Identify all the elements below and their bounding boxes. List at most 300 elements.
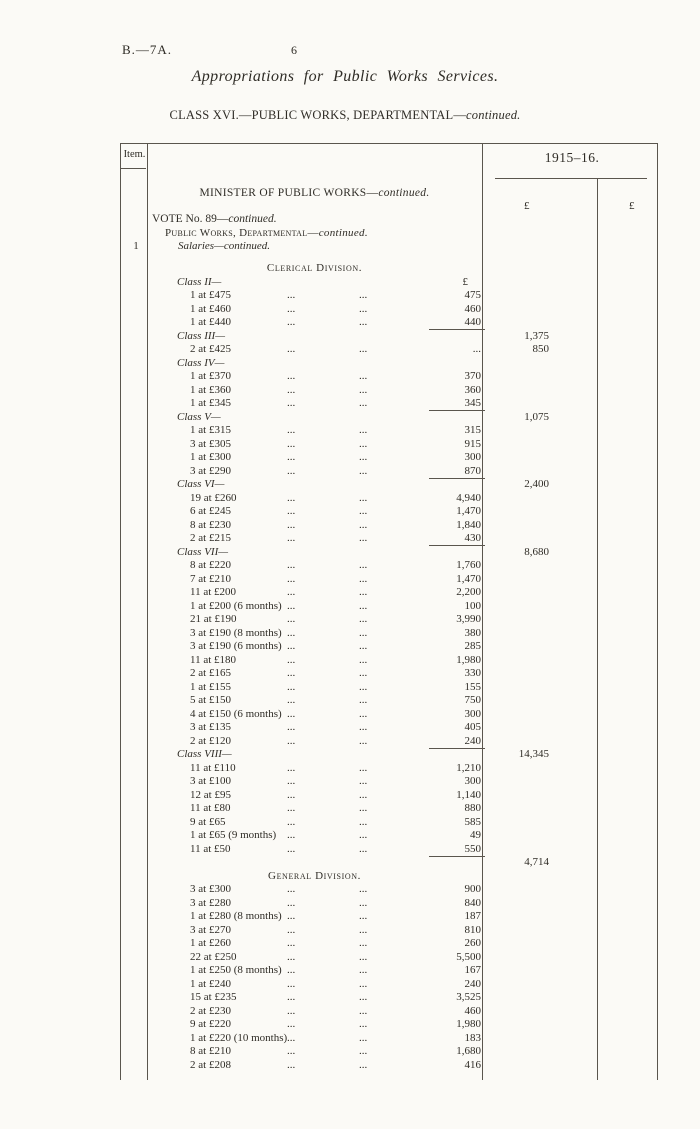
row-main — [147, 357, 482, 371]
dot-leader: ... — [359, 1018, 368, 1030]
year-subtotal: 4,714 — [524, 856, 549, 868]
dot-leader: ... — [287, 370, 296, 382]
entry-label: 3 at £305 — [190, 437, 231, 450]
year-total-cell — [482, 640, 597, 654]
dot-leader: ... — [359, 991, 368, 1003]
row-main — [147, 1005, 482, 1019]
entry-amount: 416 — [464, 1058, 481, 1071]
second-pound-cell — [597, 775, 658, 789]
table-row — [120, 532, 658, 546]
row-main — [147, 438, 482, 452]
second-pound-cell — [597, 519, 658, 533]
second-pound-cell — [597, 1059, 658, 1073]
page-number: 6 — [291, 43, 297, 57]
dot-leader: ... — [287, 923, 296, 936]
dot-leader: ... — [287, 842, 296, 855]
year-total-cell — [482, 789, 597, 803]
entry-label: 2 at £425 — [190, 343, 231, 355]
table-row — [120, 559, 658, 573]
class-heading-main: CLASS XVI.—PUBLIC WORKS, DEPARTMENTAL— — [169, 108, 467, 122]
pound-symbol-col2: £ — [629, 200, 635, 212]
year-total-cell — [482, 357, 597, 371]
item-cell — [120, 924, 147, 938]
dot-leader: ... — [287, 572, 296, 585]
second-pound-cell — [597, 492, 658, 506]
entry-amount: 260 — [464, 937, 481, 949]
class-heading-continued: continued. — [466, 108, 521, 122]
row-main — [147, 505, 482, 519]
second-pound-cell — [597, 924, 658, 938]
table-row — [120, 303, 658, 317]
table-top-rule — [120, 143, 658, 144]
document-reference: B.—7A. — [122, 42, 173, 57]
second-pound-cell — [597, 1032, 658, 1046]
item-cell — [120, 600, 147, 614]
dot-leader: ... — [359, 397, 368, 409]
table-row — [120, 586, 658, 600]
row-main — [147, 316, 482, 330]
dot-leader: ... — [359, 896, 368, 909]
second-pound-cell — [597, 735, 658, 749]
second-pound-cell — [597, 478, 658, 492]
second-pound-cell — [597, 532, 658, 546]
table-row — [120, 870, 658, 884]
dot-leader: ... — [287, 1018, 296, 1030]
year-subtotal: 8,680 — [524, 545, 549, 558]
year-total-cell — [482, 1059, 597, 1073]
second-pound-cell — [597, 640, 658, 654]
class-label: Class II— — [177, 275, 222, 288]
dot-leader: ... — [359, 289, 368, 301]
dot-leader: ... — [359, 437, 368, 450]
entry-label: 1 at £220 (10 months) — [190, 1031, 288, 1044]
dot-leader: ... — [287, 761, 296, 774]
table-row — [120, 694, 658, 708]
dot-leader: ... — [359, 667, 368, 679]
entry-label: 1 at £300 — [190, 451, 231, 463]
table-row — [120, 991, 658, 1005]
dot-leader: ... — [287, 977, 296, 990]
year-subtotal: 1,375 — [524, 329, 549, 342]
entry-amount: 3,525 — [456, 991, 481, 1003]
entry-label: 21 at £190 — [190, 613, 237, 625]
year-total-cell — [482, 627, 597, 641]
item-cell — [120, 384, 147, 398]
year-total-cell — [482, 870, 597, 884]
entry-label: 1 at £440 — [190, 316, 231, 328]
table-row — [120, 330, 658, 344]
dot-leader: ... — [287, 437, 296, 450]
table-row — [120, 411, 658, 425]
dot-leader: ... — [287, 397, 296, 409]
department-line-continued: continued. — [318, 227, 368, 239]
year-total-cell — [482, 438, 597, 452]
row-main — [147, 978, 482, 992]
inner-pound-header: £ — [462, 275, 468, 288]
entry-amount: 285 — [464, 640, 481, 652]
item-cell — [120, 546, 147, 560]
class-heading — [95, 108, 595, 123]
item-cell — [120, 789, 147, 803]
table-row — [120, 748, 658, 762]
entry-amount: 880 — [464, 802, 481, 814]
table-row — [120, 627, 658, 641]
entry-amount: 1,980 — [456, 1018, 481, 1030]
year-total-cell — [482, 370, 597, 384]
item-cell — [120, 519, 147, 533]
row-main — [147, 1045, 482, 1059]
row-main — [147, 397, 482, 411]
row-main — [147, 330, 482, 344]
item-cell — [120, 883, 147, 897]
row-main — [147, 748, 482, 762]
dot-leader: ... — [359, 1031, 368, 1044]
entry-label: 9 at £220 — [190, 1018, 231, 1030]
year-total-cell — [482, 1018, 597, 1032]
table-row — [120, 343, 658, 357]
second-pound-cell — [597, 951, 658, 965]
second-pound-cell — [597, 627, 658, 641]
entry-amount: 345 — [429, 397, 485, 411]
second-pound-cell — [597, 748, 658, 762]
item-cell — [120, 951, 147, 965]
item-cell — [120, 816, 147, 830]
row-main — [147, 910, 482, 924]
row-main — [147, 789, 482, 803]
year-total-cell — [482, 910, 597, 924]
item-cell — [120, 397, 147, 411]
class-label: Class V— — [177, 410, 221, 423]
item-cell — [120, 465, 147, 479]
dot-leader: ... — [359, 343, 368, 355]
class-label: Class VII— — [177, 545, 229, 558]
row-main — [147, 370, 482, 384]
dot-leader: ... — [359, 316, 368, 328]
item-cell — [120, 532, 147, 546]
row-main — [147, 559, 482, 573]
division-heading: General Division. — [268, 869, 361, 882]
row-main — [147, 802, 482, 816]
row-main — [147, 600, 482, 614]
year-total-cell — [482, 883, 597, 897]
vote-line-main: VOTE No. 89— — [152, 213, 229, 225]
item-cell — [120, 438, 147, 452]
item-cell — [120, 627, 147, 641]
entry-amount: 370 — [464, 370, 481, 382]
dot-leader: ... — [287, 1045, 296, 1057]
year-total-cell — [482, 991, 597, 1005]
table-row — [120, 856, 658, 870]
table-row — [120, 654, 658, 668]
entry-label: 3 at £190 (6 months) — [190, 640, 282, 652]
row-main — [147, 735, 482, 749]
dot-leader: ... — [287, 775, 296, 787]
item-cell — [120, 667, 147, 681]
item-cell — [120, 640, 147, 654]
second-pound-cell — [597, 937, 658, 951]
entry-label: 1 at £345 — [190, 397, 231, 409]
table-row — [120, 370, 658, 384]
dot-leader: ... — [287, 518, 296, 531]
dot-leader: ... — [287, 464, 296, 477]
item-cell — [120, 978, 147, 992]
dot-leader: ... — [287, 586, 296, 598]
entry-label: 2 at £120 — [190, 734, 231, 747]
entry-label: 15 at £235 — [190, 991, 237, 1003]
year-total-cell — [482, 829, 597, 843]
second-pound-cell — [597, 289, 658, 303]
entry-label: 22 at £250 — [190, 950, 237, 963]
year-total-cell — [482, 654, 597, 668]
item-cell — [120, 1032, 147, 1046]
item-cell — [120, 343, 147, 357]
dot-leader: ... — [287, 910, 296, 922]
year-total-cell — [482, 735, 597, 749]
table-row — [120, 397, 658, 411]
dot-leader: ... — [359, 883, 368, 895]
dot-leader: ... — [359, 559, 368, 571]
second-pound-cell — [597, 276, 658, 290]
row-main — [147, 411, 482, 425]
item-cell — [120, 276, 147, 290]
year-total-cell — [482, 492, 597, 506]
second-pound-cell — [597, 262, 658, 276]
second-pound-cell — [597, 829, 658, 843]
dot-leader: ... — [287, 707, 296, 720]
year-total-cell — [482, 816, 597, 830]
second-pound-cell — [597, 330, 658, 344]
year-column-header: 1915–16. — [544, 150, 600, 165]
item-cell — [120, 897, 147, 911]
second-pound-cell — [597, 964, 658, 978]
year-total-cell — [482, 384, 597, 398]
entry-label: 1 at £280 (8 months) — [190, 910, 282, 922]
year-subtotal: 850 — [532, 343, 549, 355]
entry-label: 2 at £230 — [190, 1004, 231, 1017]
entry-amount: 360 — [464, 383, 481, 396]
second-pound-cell — [597, 789, 658, 803]
dot-leader: ... — [287, 302, 296, 315]
second-pound-cell — [597, 883, 658, 897]
second-pound-cell — [597, 910, 658, 924]
row-main — [147, 303, 482, 317]
second-pound-cell — [597, 586, 658, 600]
entry-amount: 100 — [464, 599, 481, 612]
second-pound-cell — [597, 343, 658, 357]
second-pound-cell — [597, 384, 658, 398]
item-cell — [120, 964, 147, 978]
row-main — [147, 573, 482, 587]
year-total-cell — [482, 694, 597, 708]
entry-amount: 750 — [464, 694, 481, 706]
second-pound-cell — [597, 397, 658, 411]
table-row — [120, 775, 658, 789]
entry-label: 5 at £150 — [190, 694, 231, 706]
dot-leader: ... — [287, 316, 296, 328]
row-main — [147, 1059, 482, 1073]
entry-amount: ... — [472, 343, 481, 355]
table-row — [120, 519, 658, 533]
table-row — [120, 289, 658, 303]
dot-leader: ... — [359, 910, 368, 922]
table-row — [120, 964, 658, 978]
item-cell — [120, 654, 147, 668]
entry-label: 1 at £155 — [190, 680, 231, 693]
year-total-cell — [482, 451, 597, 465]
salaries-line: Salaries—continued. — [178, 240, 270, 252]
dot-leader: ... — [287, 653, 296, 666]
row-main — [147, 654, 482, 668]
dot-leader: ... — [359, 721, 368, 733]
second-pound-cell — [597, 991, 658, 1005]
dot-leader: ... — [359, 424, 368, 436]
entry-label: 1 at £65 (9 months) — [190, 829, 277, 841]
row-main — [147, 627, 482, 641]
row-main — [147, 694, 482, 708]
entry-amount: 240 — [464, 977, 481, 990]
dot-leader: ... — [359, 694, 368, 706]
table-row — [120, 1045, 658, 1059]
row-main — [147, 829, 482, 843]
second-pound-cell — [597, 816, 658, 830]
table-row — [120, 843, 658, 857]
dot-leader: ... — [359, 505, 368, 517]
year-total-cell — [482, 1005, 597, 1019]
entry-amount: 550 — [429, 843, 485, 857]
table-row — [120, 505, 658, 519]
second-pound-cell — [597, 451, 658, 465]
table-row — [120, 1005, 658, 1019]
row-main — [147, 289, 482, 303]
entry-amount: 430 — [429, 532, 485, 546]
entry-label: 1 at £370 — [190, 370, 231, 382]
item-cell — [120, 721, 147, 735]
year-subtotal: 14,345 — [518, 748, 549, 760]
row-main — [147, 681, 482, 695]
dot-leader: ... — [359, 613, 368, 625]
row-main — [147, 721, 482, 735]
dot-leader: ... — [287, 626, 296, 639]
year-total-cell — [482, 762, 597, 776]
minister-heading-main: MINISTER OF PUBLIC WORKS— — [199, 187, 379, 199]
entry-amount: 840 — [464, 896, 481, 909]
dot-leader: ... — [359, 815, 368, 828]
item-cell — [120, 411, 147, 425]
entry-label: 4 at £150 (6 months) — [190, 707, 282, 720]
row-main — [147, 937, 482, 951]
entry-label: 8 at £220 — [190, 559, 231, 571]
second-pound-cell — [597, 802, 658, 816]
table-row — [120, 438, 658, 452]
row-main — [147, 384, 482, 398]
table-row — [120, 451, 658, 465]
table-row — [120, 600, 658, 614]
entry-amount: 1,210 — [456, 761, 481, 774]
item-cell — [120, 357, 147, 371]
entry-label: 3 at £270 — [190, 923, 231, 936]
entry-amount: 1,760 — [456, 559, 481, 571]
class-label: Class VI— — [177, 478, 225, 490]
item-cell — [120, 289, 147, 303]
entry-amount: 240 — [429, 735, 485, 749]
second-pound-cell — [597, 654, 658, 668]
dot-leader: ... — [359, 653, 368, 666]
year-total-cell — [482, 681, 597, 695]
dot-leader: ... — [359, 964, 368, 976]
row-main — [147, 856, 482, 870]
entry-label: 19 at £260 — [190, 491, 237, 504]
entry-label: 2 at £208 — [190, 1058, 231, 1071]
entry-label: 3 at £300 — [190, 883, 231, 895]
entry-amount: 300 — [464, 451, 481, 463]
dot-leader: ... — [287, 815, 296, 828]
second-pound-cell — [597, 505, 658, 519]
entry-label: 7 at £210 — [190, 572, 231, 585]
entry-amount: 183 — [464, 1031, 481, 1044]
entry-amount: 810 — [464, 923, 481, 936]
dot-leader: ... — [359, 734, 368, 747]
second-pound-cell — [597, 897, 658, 911]
dot-leader: ... — [287, 383, 296, 396]
dot-leader: ... — [359, 788, 368, 801]
entry-amount: 155 — [464, 680, 481, 693]
dot-leader: ... — [287, 883, 296, 895]
year-total-cell — [482, 775, 597, 789]
item-cell — [120, 991, 147, 1005]
entry-amount: 475 — [464, 289, 481, 301]
dot-leader: ... — [287, 802, 296, 814]
second-pound-cell — [597, 694, 658, 708]
second-pound-cell — [597, 465, 658, 479]
row-main — [147, 843, 482, 857]
table-row — [120, 829, 658, 843]
year-total-cell — [482, 573, 597, 587]
entry-label: 1 at £475 — [190, 289, 231, 301]
item-number: 1 — [133, 240, 139, 252]
dot-leader: ... — [359, 532, 368, 544]
vote-line-continued: continued. — [228, 213, 277, 225]
dot-leader: ... — [359, 1045, 368, 1057]
second-pound-cell — [597, 600, 658, 614]
entry-amount: 5,500 — [456, 950, 481, 963]
entry-label: 3 at £135 — [190, 721, 231, 733]
entry-amount: 3,990 — [456, 613, 481, 625]
entry-label: 8 at £210 — [190, 1045, 231, 1057]
dot-leader: ... — [287, 950, 296, 963]
row-main — [147, 991, 482, 1005]
dot-leader: ... — [359, 842, 368, 855]
dot-leader: ... — [359, 680, 368, 693]
dot-leader: ... — [359, 640, 368, 652]
table-row — [120, 816, 658, 830]
entry-amount: 405 — [464, 721, 481, 733]
year-subtotal: 1,075 — [524, 410, 549, 423]
table-row — [120, 735, 658, 749]
item-cell — [120, 681, 147, 695]
item-cell — [120, 451, 147, 465]
entry-amount: 4,940 — [456, 491, 481, 504]
dot-leader: ... — [287, 451, 296, 463]
row-main — [147, 897, 482, 911]
year-total-cell — [482, 600, 597, 614]
entry-label: 11 at £50 — [190, 842, 231, 855]
year-total-cell — [482, 586, 597, 600]
row-main — [147, 964, 482, 978]
dot-leader: ... — [359, 761, 368, 774]
entry-amount: 460 — [464, 1004, 481, 1017]
minister-heading — [147, 187, 482, 199]
item-cell — [120, 330, 147, 344]
